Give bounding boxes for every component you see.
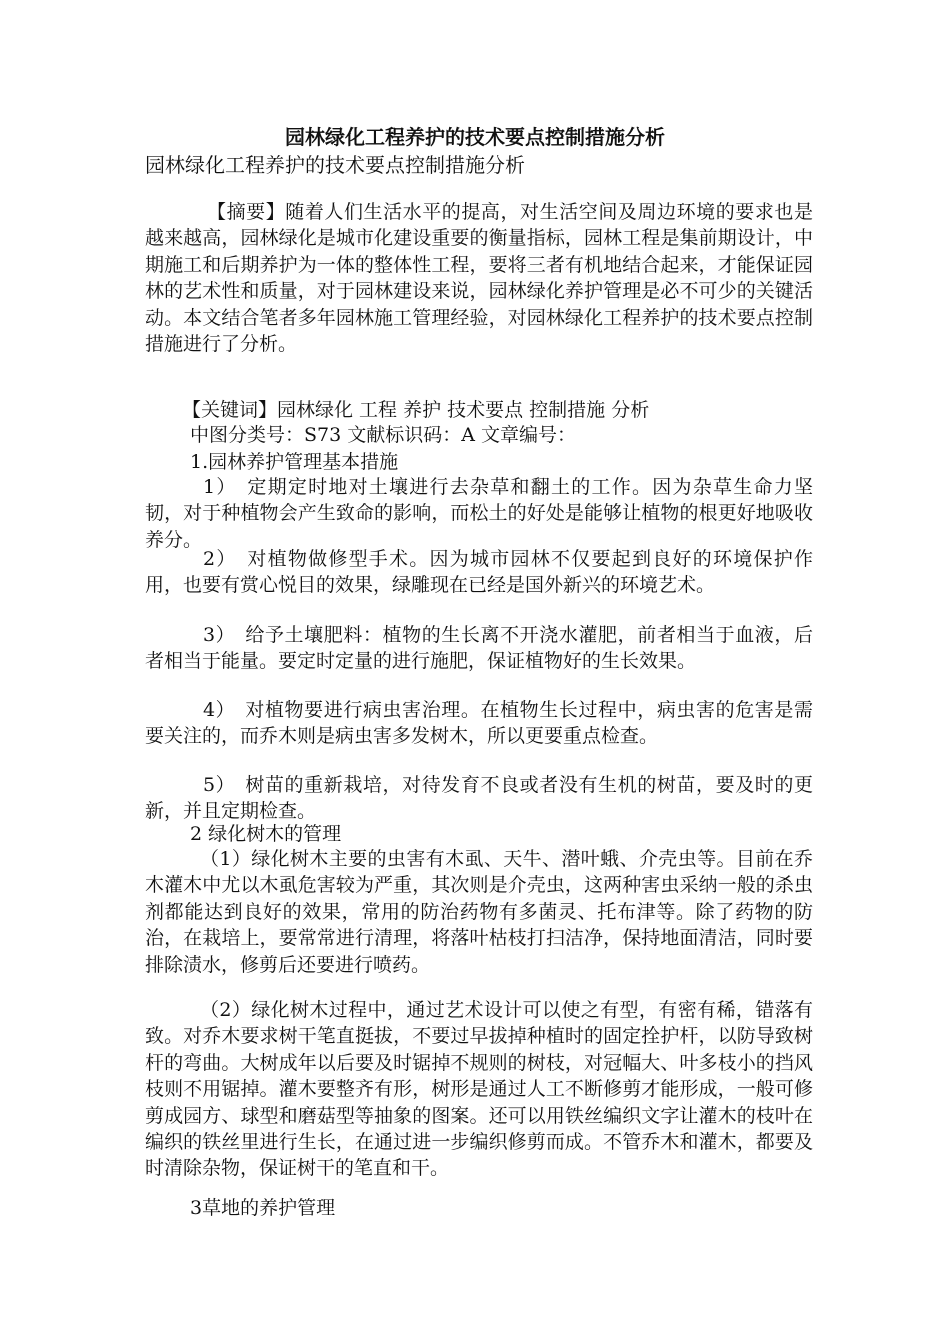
abstract-paragraph: 【摘要】随着人们生活水平的提高，对生活空间及周边环境的要求也是越来越高，园林绿化是城市化建设重要的衡量指标，园林工程是集前期设计，中期施工和后期养护为一体的整体性工程，要将三者有机地结合起来，才能保证园林的艺术性和质量，对于园林建设来说，园林绿化养护管理是必不可少的关键活动。本文结合笔者多年园林施工管理经验，对园林绿化工程养护的技术要点控制措施进行了分析。 bbox=[145, 201, 813, 356]
section-1-heading: 1.园林养护管理基本措施 bbox=[190, 451, 399, 473]
document-title: 园林绿化工程养护的技术要点控制措施分析 bbox=[285, 125, 665, 149]
section-2-paragraph-2: （2）绿化树木过程中，通过艺术设计可以使之有型，有密有稀，错落有致。对乔木要求树干笔直挺拔，不要过早拔掉种植时的固定拴护杆，以防导致树杆的弯曲。大树成年以后要及时锯掉不规则的树枝，对冠幅大、叶多枝小的挡风枝则不用锯掉。灌木要整齐有形，树形是通过人工不断修剪才能形成，一般可修剪成园方、球型和磨菇型等抽象的图案。还可以用铁丝编织文字让灌木的枝叶在编织的铁丝里进行生长，在通过进一步编织修剪而成。不管乔木和灌木，都要及时清除杂物，保证树干的笔直和干。 bbox=[145, 999, 813, 1180]
section-1-item-2: 2） 对植物做修型手术。因为城市园林不仅要起到良好的环境保护作用，也要有赏心悦目的效果，绿雕现在已经是国外新兴的环境艺术。 bbox=[145, 548, 813, 597]
section-2-paragraph-1: （1）绿化树木主要的虫害有木虱、天牛、潜叶蛾、介壳虫等。目前在乔木灌木中尤以木虱危害较为严重，其次则是介壳虫，这两种害虫采纳一般的杀虫剂都能达到良好的效果，常用的防治药物有多菌灵、托布津等。除了药物的防治，在栽培上，要常常进行清理，将落叶枯枝打扫洁净，保持地面清洁，同时要排除渍水，修剪后还要进行喷药。 bbox=[145, 848, 813, 976]
section-1-item-1: 1） 定期定时地对土壤进行去杂草和翻土的工作。因为杂草生命力坚韧，对于种植物会产生致命的影响，而松土的好处是能够让植物的根更好地吸收养分。 bbox=[145, 476, 813, 551]
section-1-item-5: 5） 树苗的重新栽培，对待发育不良或者没有生机的树苗，要及时的更新，并且定期检查。 bbox=[145, 774, 813, 823]
classification-line: 中图分类号：S73 文献标识码：A 文章编号： bbox=[190, 424, 576, 446]
section-1-item-4: 4） 对植物要进行病虫害治理。在植物生长过程中，病虫害的危害是需要关注的，而乔木则是病虫害多发树木，所以更要重点检查。 bbox=[145, 699, 813, 748]
keywords-line: 【关键词】园林绿化 工程 养护 技术要点 控制措施 分析 bbox=[182, 399, 650, 421]
section-2-heading: 2 绿化树木的管理 bbox=[190, 823, 342, 845]
section-1-item-3: 3） 给予土壤肥料：植物的生长离不开浇水灌肥，前者相当于血液，后者相当于能量。要定时定量的进行施肥，保证植物好的生长效果。 bbox=[145, 624, 813, 673]
section-3-heading: 3草地的养护管理 bbox=[190, 1197, 336, 1219]
document-subtitle: 园林绿化工程养护的技术要点控制措施分析 bbox=[145, 153, 525, 177]
